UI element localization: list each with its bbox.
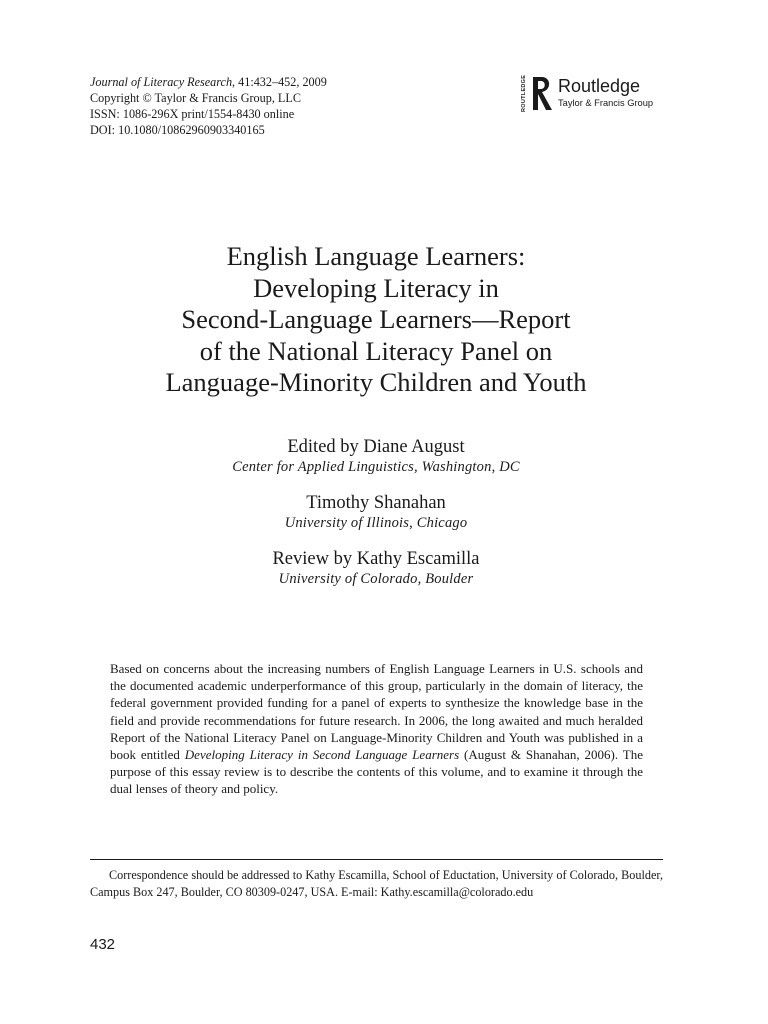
abstract: Based on concerns about the increasing numbers of English Language Learners in U.S. schools and the documented academic underperformance of this group, particularly in the domain of literacy, the federal government provided funding for a panel of experts to synthesize the knowledge base in the field and provide recommendations for future research. In 2006, the long awaited and much heralded Report of the National Literacy Panel on Language-Minority Children and Youth was published in a book entitled Developing Literacy in Second Language Learners (August & Shanahan, 2006). The purpose of this essay review is to describe the contents of this volume, and to examine it through the dual lenses of theory and policy.: [110, 661, 643, 797]
copyright-line: Copyright © Taylor & Francis Group, LLC: [90, 91, 301, 105]
routledge-r-icon: [531, 76, 555, 112]
logo-subtitle: Taylor & Francis Group: [558, 98, 654, 108]
title-line: Developing Literacy in: [253, 272, 499, 303]
author-block: [84, 436, 668, 588]
logo-brand: Routledge: [558, 76, 641, 96]
doi-line: DOI: 10.1080/10862960903340165: [90, 123, 265, 137]
page-number: 432: [90, 936, 116, 953]
book-title: Developing Literacy in Second Language Learners: [184, 747, 460, 763]
title-line: Second-Language Learners—Report: [181, 304, 571, 334]
editor-affiliation: Center for Applied Linguistics, Washington, DC: [232, 459, 520, 475]
journal-name: Journal of Literacy Research: [90, 75, 233, 89]
footnote-divider: [90, 859, 663, 860]
title-line: English Language Learners:: [226, 241, 526, 271]
journal-info: [90, 74, 327, 138]
routledge-logo: [519, 76, 669, 112]
correspondence-footnote: Correspondence should be addressed to Kathy Escamilla, School of Eductation, University of Colorado, Boulder, Campus Box 247, Boulder, CO 80309-0247, USA. E-mail: Kathy.escamilla@colorado.edu: [90, 868, 663, 899]
editor-name: Edited by Diane August: [287, 437, 465, 457]
article-title: [84, 241, 668, 399]
reviewer-name: Review by Kathy Escamilla: [272, 549, 480, 569]
title-line: of the National Literacy Panel on: [199, 335, 553, 366]
title-line: Language-Minority Children and Youth: [165, 367, 587, 397]
journal-citation: Journal of Literacy Research, 41:432–452, 2009: [90, 75, 327, 89]
coeditor-name: Timothy Shanahan: [306, 493, 446, 513]
coeditor-affiliation: University of Illinois, Chicago: [284, 515, 468, 531]
logo-vertical-text: ROUTLEDGE: [521, 74, 527, 112]
issn-line: ISSN: 1086-296X print/1554-8430 online: [90, 107, 295, 121]
reviewer-affiliation: University of Colorado, Boulder: [278, 571, 474, 587]
